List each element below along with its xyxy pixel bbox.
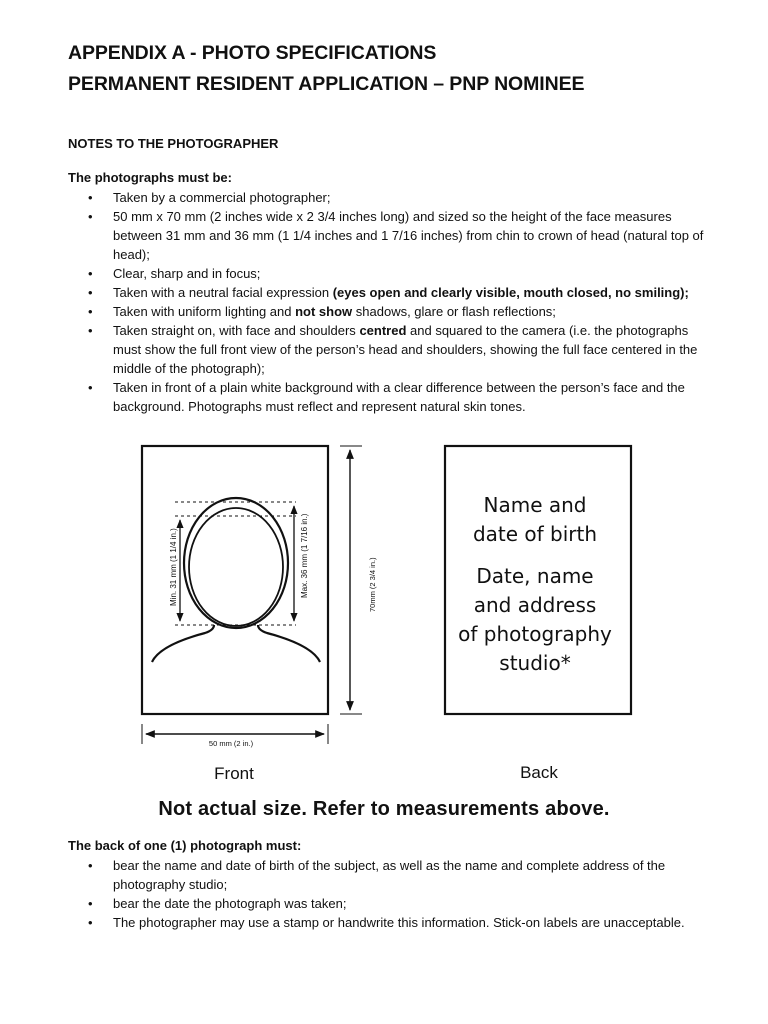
back-photo-diagram <box>445 446 631 782</box>
height-dimension-label: 70mm (2 3/4 in.) <box>368 557 377 612</box>
back-line-5: of photography <box>458 622 612 646</box>
back-line-3: Date, name <box>476 564 594 588</box>
page-subtitle: PERMANENT RESIDENT APPLICATION – PNP NOMINEE <box>68 73 585 95</box>
max-measure-label: Max. 36 mm (1 7/16 in.) <box>300 513 309 598</box>
list-item: • Taken by a commercial photographer; <box>88 190 331 205</box>
back-heading: The back of one (1) photograph must: <box>68 838 302 853</box>
photo-spec-diagram <box>0 440 768 830</box>
back-line-2: date of birth <box>472 522 598 546</box>
face-oval-inner <box>189 508 283 626</box>
list-item: • Taken with uniform lighting and not show shadows, glare or flash reflections; <box>88 304 556 319</box>
page-title: APPENDIX A - PHOTO SPECIFICATIONS <box>68 42 437 64</box>
bullet-icon: • <box>88 209 93 224</box>
back-label: Back <box>520 763 558 782</box>
front-label: Front <box>214 764 254 783</box>
bullet-icon: • <box>88 380 93 395</box>
width-dimension-label: 50 mm (2 in.) <box>208 739 254 748</box>
right-shoulder-line <box>258 625 320 662</box>
must-be-heading: The photographs must be: <box>68 170 232 185</box>
list-item: • 50 mm x 70 mm (2 inches wide x 2 3/4 inches long) and sized so the height of the face measures between 31 mm and 36 mm (1 1/4 inches and 1 7/16 inches) from chin to crown of head (natural top of head); <box>88 209 704 262</box>
list-item: • Taken in front of a plain white background with a clear difference between the person’s face and the background. Photographs must reflect and represent natural skin tones. <box>88 380 685 414</box>
face-oval-outer <box>184 498 288 628</box>
figure-caption: Not actual size. Refer to measurements above. <box>158 798 610 820</box>
bullet-icon: • <box>88 915 93 930</box>
bullet-icon: • <box>88 323 93 338</box>
back-requirements-list <box>68 856 708 932</box>
list-item: • bear the date the photograph was taken; <box>88 896 347 911</box>
list-item: • The photographer may use a stamp or handwrite this information. Stick-on labels are unacceptable. <box>88 915 685 930</box>
bullet-icon: • <box>88 266 93 281</box>
front-photo-diagram <box>142 446 377 783</box>
back-line-1: Name and <box>483 493 587 517</box>
back-line-6: studio* <box>499 651 571 675</box>
bullet-icon: • <box>88 285 93 300</box>
list-item: • Clear, sharp and in focus; <box>88 266 261 281</box>
requirements-list <box>68 188 708 416</box>
min-measure-label: Min. 31 mm (1 1/4 in.) <box>169 528 178 606</box>
list-item: • Taken with a neutral facial expression (eyes open and clearly visible, mouth closed, no smiling); <box>88 285 689 300</box>
list-item: • Taken straight on, with face and shoulders centred and squared to the camera (i.e. the photographs must show the full front view of the person’s head and shoulders, showing the full face centered in the middle of the photograph); <box>88 323 698 376</box>
back-line-4: and address <box>473 593 597 617</box>
list-item: • bear the name and date of birth of the subject, as well as the name and complete address of the photography studio; <box>88 858 666 892</box>
bullet-icon: • <box>88 304 93 319</box>
notes-heading: NOTES TO THE PHOTOGRAPHER <box>68 136 279 151</box>
bullet-icon: • <box>88 858 93 873</box>
bullet-icon: • <box>88 896 93 911</box>
bullet-icon: • <box>88 190 93 205</box>
left-shoulder-line <box>152 625 214 662</box>
